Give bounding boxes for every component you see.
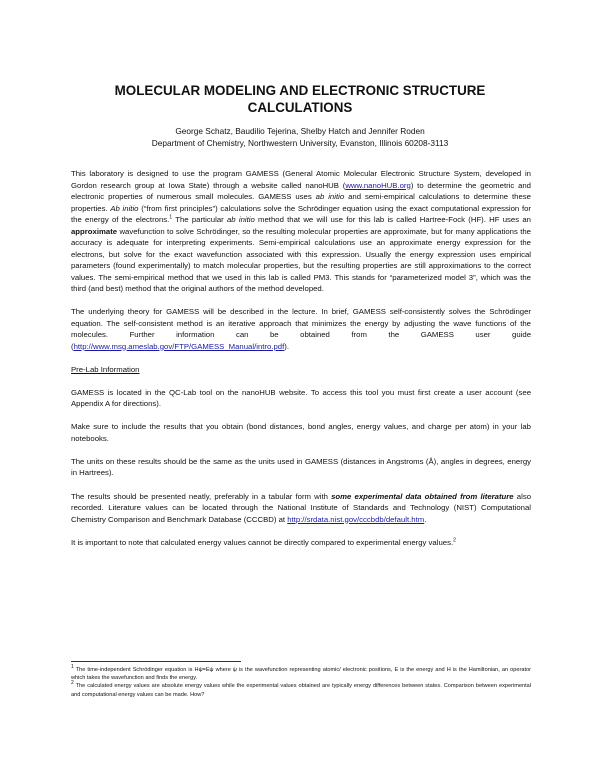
nanohub-link[interactable]: www.nanoHUB.org (345, 180, 411, 190)
gamess-manual-link[interactable]: http://www.msg.ameslab.gov/FTP/GAMESS_Manual/intro.pdf (73, 341, 285, 351)
document-title (60, 82, 540, 116)
footnote-ref-2[interactable]: 2 (453, 537, 456, 544)
access-paragraph: GAMESS is located in the QC-Lab tool on the nanoHUB website. To access this tool you must first create a user account (see Appendix A for directions). (71, 387, 531, 409)
results-paragraph: The results should be presented neatly, preferably in a tabular form with some experimental data obtained from literature also recorded. Literature values can be located through the National Institute of Standards and Technology (NIST) Computational Chemistry Comparison and Benchmark Database (CCCBD) at http://srdata.nist.gov/cccbdb/default.htm. (71, 491, 532, 524)
footnote-divider (71, 661, 241, 662)
title-line-1: MOLECULAR MODELING AND ELECTRONIC STRUCTURE (114, 83, 486, 98)
units-paragraph: The units on these results should be the same as the units used in GAMESS (distances in Angstroms (Å), angles in degrees, energy in Hartrees). (71, 456, 531, 478)
footnote-ref-1[interactable]: 1 (169, 214, 173, 221)
theory-paragraph: The underlying theory for GAMESS will be described in the lecture. In brief, GAMESS self-consistently solves the Schrödinger equation. The self-consistent method is an iterative approach that minimizes the energy by adjusting the wave functions of the molecules. Further information can be obtained from the GAMESS user guide (http://www.msg.ameslab.gov/FTP/GAMESS_Manual/intro.pdf). (71, 307, 531, 351)
footnotes (71, 666, 531, 699)
document-body (71, 168, 531, 560)
notebook-paragraph: Make sure to include the results that you obtain (bond distances, bond angles, energy values, and charge per atom) in your lab notebooks. (71, 422, 531, 443)
prelab-heading: Pre-Lab Information (71, 364, 140, 374)
energy-paragraph: It is important to note that calculated energy values cannot be directly compared to experimental energy values.$^2$ (71, 537, 456, 547)
footnote-2: $^2$ The calculated energy values are absolute energy values while the experimental values obtained are typically energy differences between states. Comparison between experimental and computational energy values can be made. How? (71, 680, 531, 698)
footnote-1: $^1$ The time-independent Schrödinger equation is Hψ=Eψ where ψ is the wavefunction representing atomic/ electronic positions, E is the energy and H is the Hamiltonian, an operator which takes the wavefunction and finds the energy. (71, 664, 531, 682)
intro-paragraph: This laboratory is designed to use the program GAMESS (General Atomic Molecular Electronic Structure System, developed in Gordon research group at Iowa State) through a website called nanoHUB (www.nanoHUB.org) to determine the geometric and electronic properties of numerous small molecules. GAMESS uses ab initio and semi-empirical calculations to determine these properties. Ab initio (“from first principles”) calculations solve the Schrödinger equation using the exact computational expression for the energy of the electrons.$^1$ The particular ab initio method that we will use for this lab is called Hartree-Fock (HF). HF uses an approximate wavefunction to solve Schrödinger, so the resulting molecular properties are approximate, but for many applications the accuracy is adequate for interpreting experiments. Semi-empirical calculations use an approximate energy expression for the electrons, but solve for the exact wavefunction associated with this expression. Usually the energy expression uses empirical parameters (found experimentally) to match molecular properties, but the resulting properties are still approximations to the correct values. The semi-empirical method that we used in this lab is called PM3. This stands for “parameterized model 3”, which was the third (and best) method that the original authors of the method developed. (71, 169, 531, 293)
author-names: George Schatz, Baudilio Tejerina, Shelby Hatch and Jennifer Roden (175, 126, 425, 136)
title-line-2: CALCULATIONS (247, 100, 353, 115)
author-affiliation: Department of Chemistry, Northwestern University, Evanston, Illinois 60208-3113 (151, 137, 449, 148)
nist-cccbdb-link[interactable]: http://srdata.nist.gov/cccbdb/default.htm (287, 514, 425, 524)
author-block (60, 126, 540, 149)
